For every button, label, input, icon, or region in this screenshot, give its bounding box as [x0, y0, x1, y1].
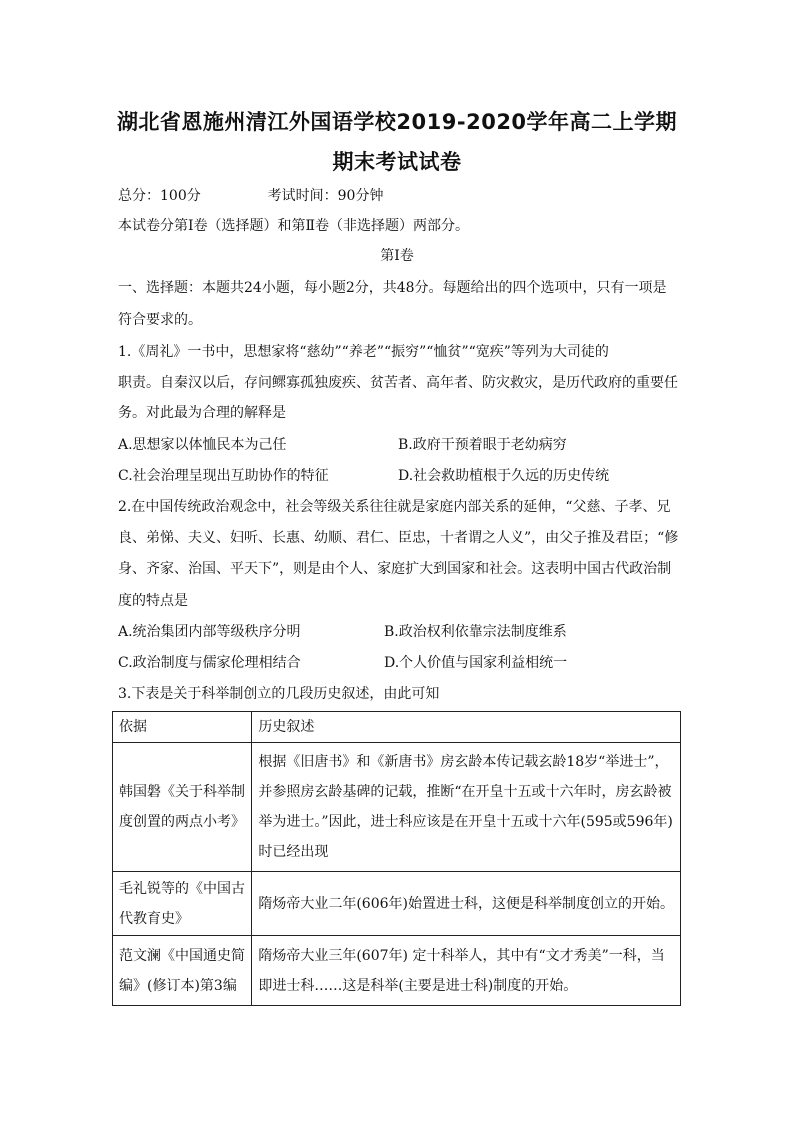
- exam-title-line-2: 期末考试试卷: [332, 150, 462, 174]
- q2-stem-line-2: 良、弟悌、夫义、妇听、长惠、幼顺、君仁、臣忠，十者谓之人义”，由父子推及君臣；“修: [118, 530, 679, 546]
- q2-option-b[interactable]: B.政治权利依靠宗法制度维系: [384, 624, 567, 640]
- exam-intro: 本试卷分第Ⅰ卷（选择题）和第Ⅱ卷（非选择题）两部分。: [118, 218, 470, 234]
- narrative-line: 并参照房玄龄基碑的记载，推断“在开皇十五或十六年时，房玄龄被: [258, 784, 672, 800]
- q2-stem-line-3: 身、齐家、治国、平天下”，则是由个人、家庭扩大到国家和社会。这表明中国古代政治制: [118, 561, 672, 577]
- section-title: 第Ⅰ卷: [380, 248, 414, 264]
- exam-time: 考试时间：90分钟: [267, 188, 384, 204]
- narrative-line: 举为进士。”因此，进士科应该是在开皇十五或十六年(595或596年): [258, 814, 673, 830]
- table-row: [113, 743, 681, 872]
- narrative-line: 即进士科……这是科举(主要是进士科)制度的开始。: [258, 977, 578, 994]
- source-line: 编》(修订本)第3编: [119, 977, 237, 994]
- table-cell-source: [113, 743, 252, 872]
- narrative-line: 隋炀帝大业三年(607年) 定十科举人，其中有“文才秀美”一科，当: [258, 947, 665, 964]
- table-row: [113, 872, 681, 936]
- table-header-source: 依据: [113, 712, 252, 743]
- source-line: 代教育史》: [119, 910, 189, 927]
- exam-title-line-1: 湖北省恩施州清江外国语学校2019-2020学年高二上学期: [116, 110, 678, 134]
- q2-stem-line-1: 2.在中国传统政治观念中，社会等级关系往往就是家庭内部关系的延伸，“父慈、子孝、兄: [118, 499, 671, 515]
- table-cell-narrative: [252, 872, 681, 936]
- q1-stem-line-2: 职责。自秦汉以后，存问鳏寡孤独废疾、贫苦者、高年者、防灾救灾，是历代政府的重要任: [118, 375, 678, 391]
- q1-stem-line-1: 1.《周礼》一书中，思想家将“慈幼”“养老”“振穷”“恤贫”“宽疾”等列为大司徒的: [118, 344, 609, 360]
- narrative-line: 时已经出现: [258, 844, 329, 860]
- q1-option-c[interactable]: C.社会治理呈现出互助协作的特征: [118, 468, 329, 484]
- source-line: 度创置的两点小考》: [119, 814, 245, 830]
- instructions-line-1: 一、选择题：本题共24小题，每小题2分，共48分。每题给出的四个选项中，只有一项是: [118, 280, 667, 296]
- q1-option-a[interactable]: A.思想家以体恤民本为己任: [118, 437, 287, 453]
- narrative-line: 隋炀帝大业二年(606年)始置进士科，这便是科举制度创立的开始。: [258, 895, 674, 912]
- instructions-line-2: 符合要求的。: [118, 312, 202, 328]
- q1-option-b[interactable]: B.政府干预着眼于老幼病穷: [398, 437, 567, 453]
- table-header-narrative: 历史叙述: [252, 712, 681, 743]
- table-cell-source: [113, 872, 252, 936]
- q3-stem: 3.下表是关于科举制创立的几段历史叙述，由此可知: [118, 686, 440, 702]
- narrative-line: 根据《旧唐书》和《新唐书》房玄龄本传记载玄龄18岁“举进士”，: [258, 754, 669, 770]
- q2-option-a[interactable]: A.统治集团内部等级秩序分明: [118, 624, 301, 640]
- table-cell-source: [113, 936, 252, 1006]
- q2-option-c[interactable]: C.政治制度与儒家伦理相结合: [118, 655, 301, 671]
- total-score: 总分：100分: [118, 188, 201, 204]
- q2-option-d[interactable]: D.个人价值与国家利益相统一: [384, 655, 568, 671]
- table-cell-narrative: [252, 936, 681, 1006]
- source-line: 范文澜《中国通史简: [119, 947, 245, 964]
- source-line: 韩国磐《关于科举制: [119, 784, 245, 800]
- table-header-row: [113, 712, 681, 743]
- source-line: 毛礼锐等的《中国古: [119, 880, 245, 897]
- table-cell-narrative: [252, 743, 681, 872]
- q1-stem-line-3: 务。对此最为合理的解释是: [118, 405, 286, 421]
- q1-option-d[interactable]: D.社会救助植根于久远的历史传统: [398, 468, 610, 484]
- q2-stem-line-4: 度的特点是: [118, 593, 188, 609]
- history-table: [112, 711, 681, 1006]
- exam-meta: [118, 186, 686, 206]
- table-row: [113, 936, 681, 1006]
